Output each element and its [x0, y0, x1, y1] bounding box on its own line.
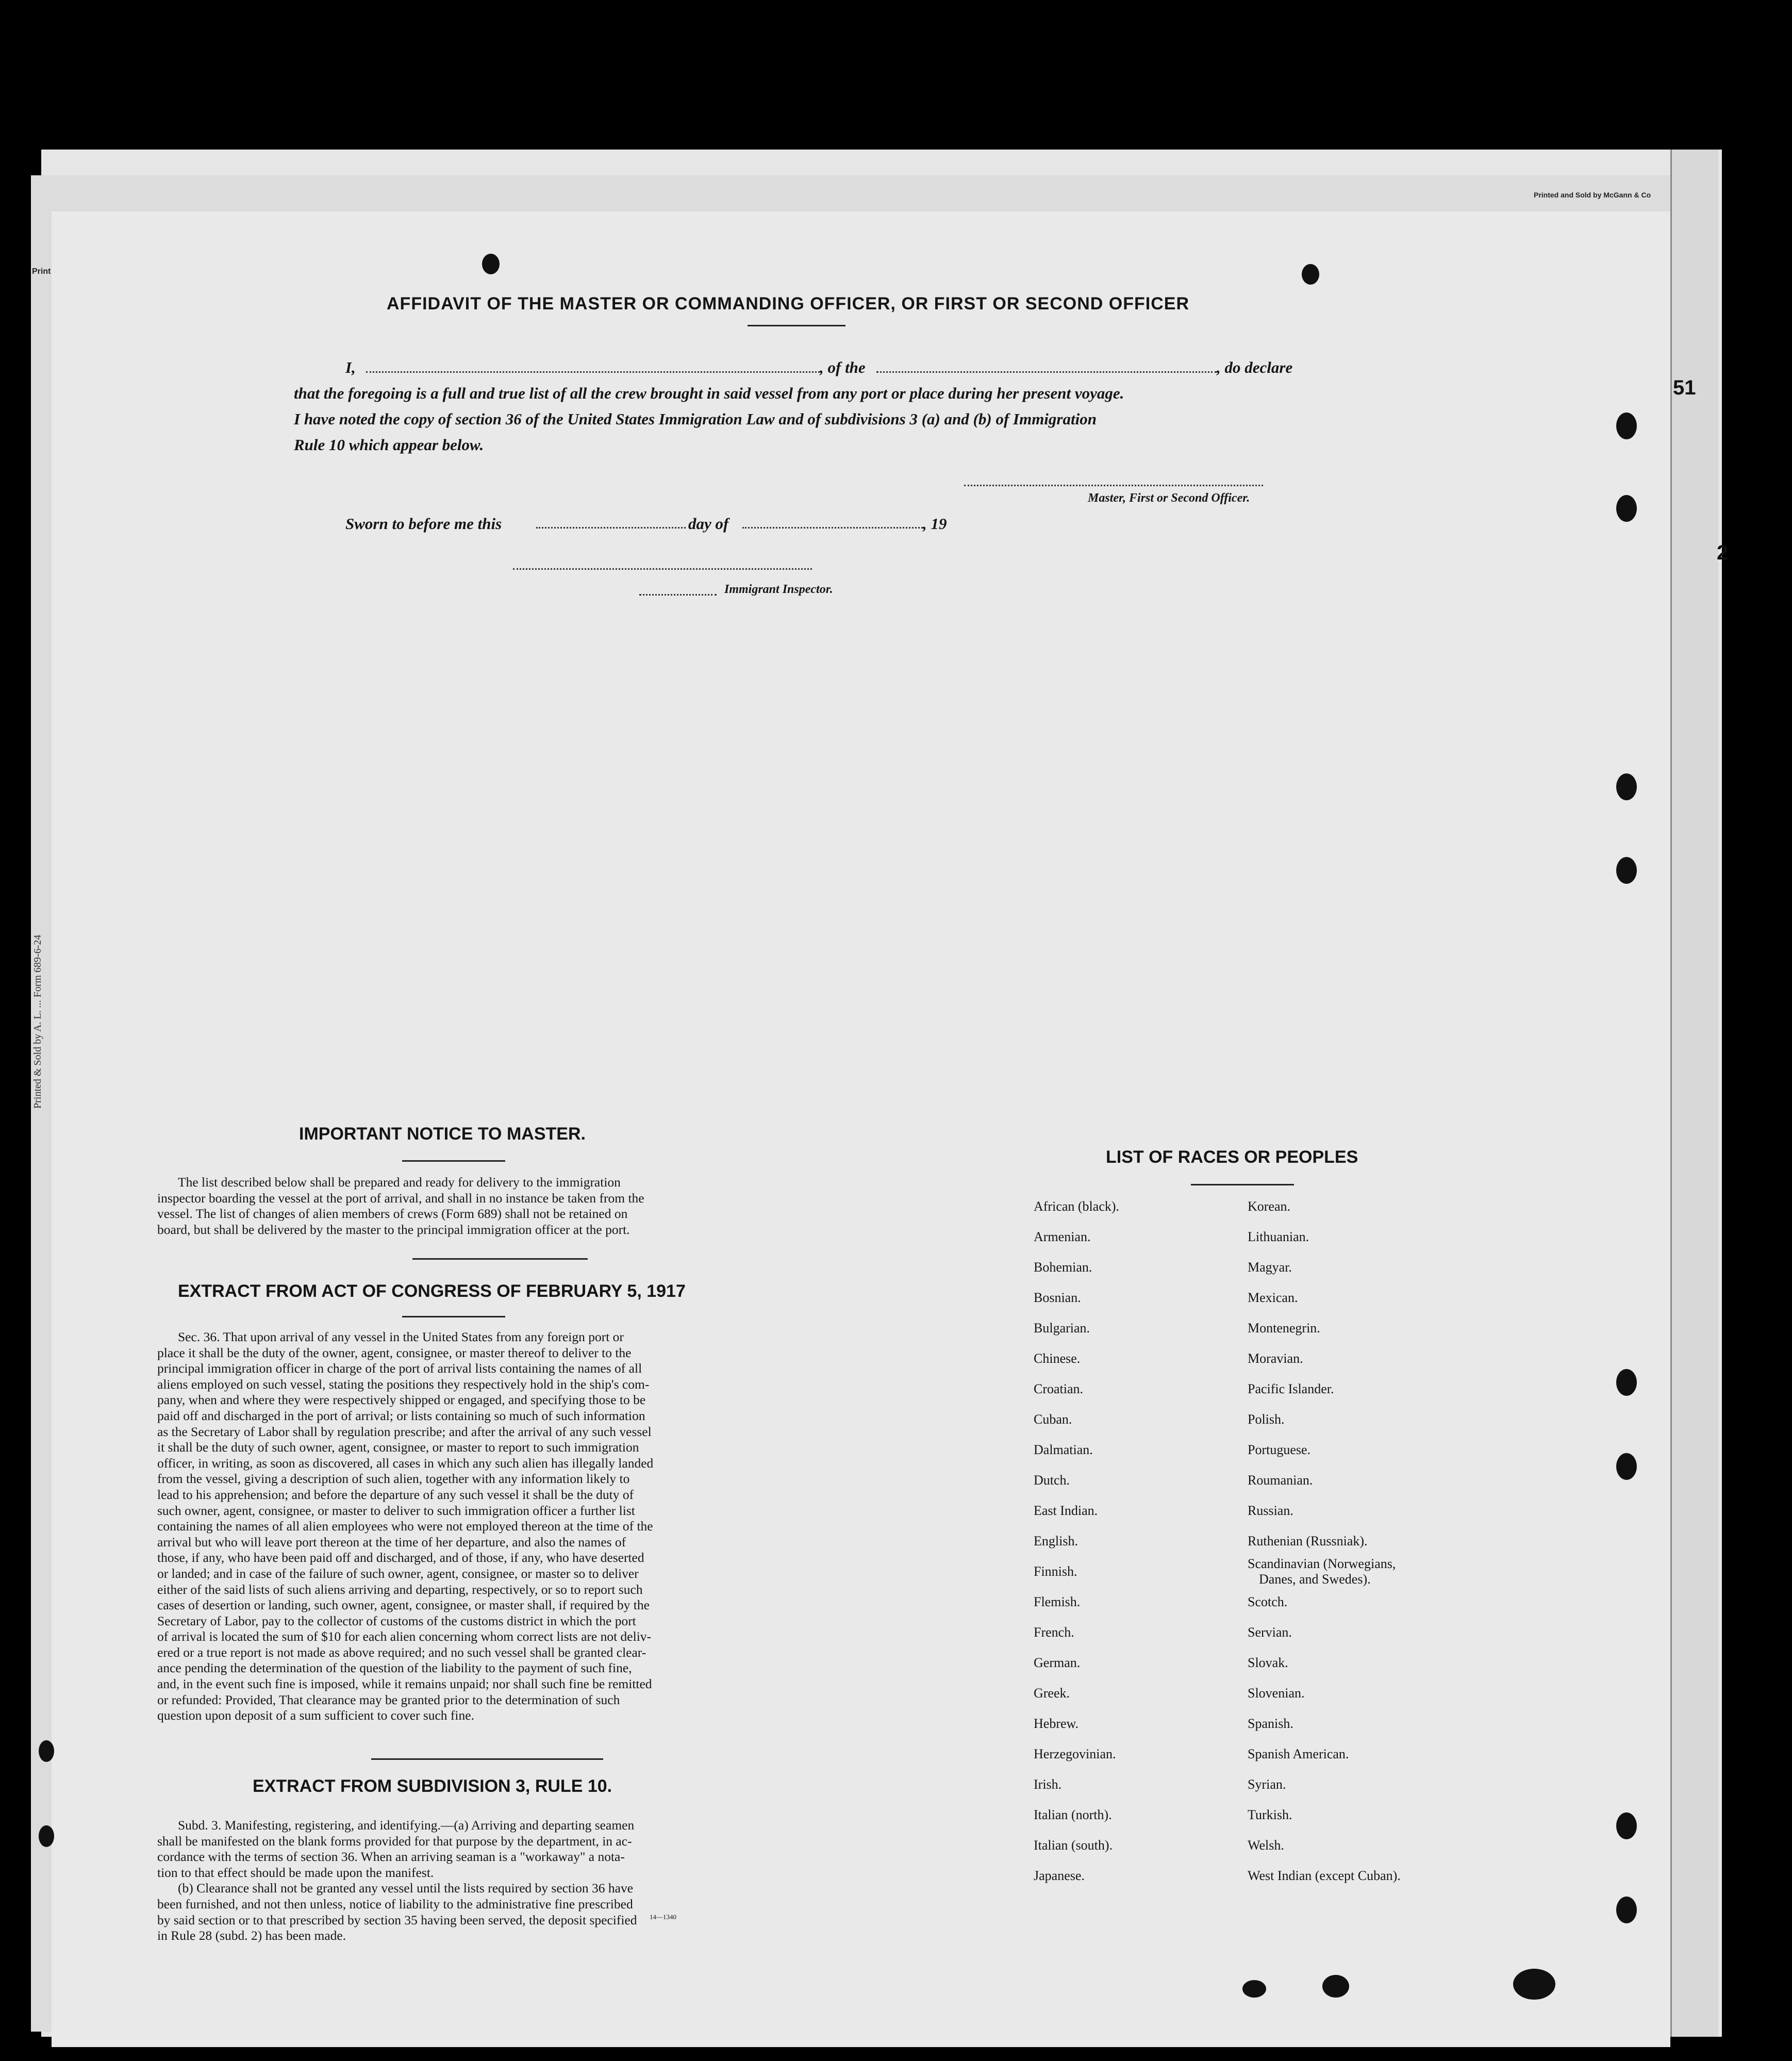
race-item: Magyar.: [1248, 1260, 1292, 1275]
name-blank[interactable]: [366, 371, 820, 373]
punch-hole: [1616, 1812, 1637, 1839]
notice-line: The list described below shall be prepared and ready for delivery to the immigration: [178, 1175, 621, 1190]
sworn-year: , 19: [923, 515, 947, 533]
ink-blot: [1322, 1975, 1349, 1998]
tack-hole: [482, 254, 500, 274]
race-item: Slovak.: [1248, 1655, 1288, 1670]
race-item: Moravian.: [1248, 1351, 1303, 1366]
race-item: Portuguese.: [1248, 1442, 1311, 1457]
race-item: Pacific Islander.: [1248, 1381, 1334, 1396]
race-item: Italian (south).: [1034, 1838, 1113, 1853]
act-line: from the vessel, giving a description of such alien, together with any information likely to: [157, 1471, 630, 1487]
punch-hole: [39, 1740, 54, 1762]
act-line: or landed; and in case of the failure of such owner, agent, consignee, or master so to deliver: [157, 1565, 639, 1581]
act-line: such owner, agent, consignee, or master to deliver to such immigration officer a further list: [157, 1503, 635, 1518]
race-item: Armenian.: [1034, 1229, 1091, 1244]
form-page: [52, 211, 1670, 2047]
rule-line: in Rule 28 (subd. 2) has been made.: [157, 1928, 346, 1943]
race-item: Ruthenian (Russniak).: [1248, 1534, 1368, 1548]
race-item: Dalmatian.: [1034, 1442, 1093, 1457]
act-line: paid off and discharged in the port of arrival; or lists containing so much of such information: [157, 1408, 645, 1423]
rule-line: cordance with the terms of section 36. When an arriving seaman is a "workaway" a nota-: [157, 1849, 625, 1865]
act-line: ered or a true report is not made as above required; and no such vessel shall be granted clear-: [157, 1644, 646, 1660]
right-sheet-strip: [1670, 150, 1718, 2037]
affidavit-line2: that the foregoing is a full and true list of all the crew brought in said vessel from any port or place during her present voyage.: [294, 384, 1124, 402]
vessel-blank[interactable]: [876, 371, 1217, 373]
race-item: Irish.: [1034, 1777, 1062, 1792]
act-extract-divider: [371, 1758, 603, 1760]
rule-line: (b) Clearance shall not be granted any vessel until the lists required by section 36 have: [178, 1881, 634, 1896]
race-item: Spanish.: [1248, 1716, 1293, 1731]
race-item: Dutch.: [1034, 1473, 1070, 1488]
races-title: LIST OF RACES OR PEOPLES: [1106, 1147, 1358, 1167]
right-fragment-b: 2: [1717, 541, 1729, 564]
race-item: Croatian.: [1034, 1381, 1084, 1396]
punch-hole: [1616, 1453, 1637, 1480]
race-item: Herzegovinian.: [1034, 1746, 1116, 1761]
race-item: Syrian.: [1248, 1777, 1286, 1792]
act-line: containing the names of all alien employees who were not employed thereon at the time of the: [157, 1519, 653, 1534]
act-line: place it shall be the duty of the owner, agent, consignee, or master thereof to deliver to the: [157, 1345, 632, 1360]
race-item: Slovenian.: [1248, 1686, 1305, 1701]
inspector-signature-line[interactable]: [513, 568, 812, 570]
race-item: Finnish.: [1034, 1564, 1077, 1579]
affidavit-i: I,: [345, 358, 356, 376]
race-item: Cuban.: [1034, 1412, 1072, 1427]
sworn-month-blank[interactable]: [742, 527, 923, 529]
rule-line: been furnished, and not then unless, notice of liability to the administrative fine prescribed: [157, 1896, 633, 1911]
race-item: Chinese.: [1034, 1351, 1081, 1366]
affidavit-title: AFFIDAVIT OF THE MASTER OR COMMANDING OFFICER, OR FIRST OR SECOND OFFICER: [387, 294, 1189, 314]
notice-line: vessel. The list of changes of alien members of crews (Form 689) shall not be retained on: [157, 1206, 628, 1222]
punch-hole: [1616, 773, 1637, 800]
act-extract-title: EXTRACT FROM ACT OF CONGRESS OF FEBRUARY 5, 1917: [178, 1281, 686, 1301]
act-line: ance pending the determination of the question of the liability to the payment of such fine,: [157, 1660, 632, 1676]
side-imprint: Printed & Sold by A. L. ... Form 689-6-24: [32, 934, 43, 1109]
notice-line: board, but shall be delivered by the master to the principal immigration officer at the port.: [157, 1222, 630, 1237]
race-item: Welsh.: [1248, 1838, 1284, 1853]
race-item: Mexican.: [1248, 1290, 1298, 1305]
printer-stamp: Printed and Sold by McGann & Co: [1534, 191, 1651, 199]
act-line: either of the said lists of such aliens arriving and departing, respectively, or so to report such: [157, 1581, 643, 1597]
act-line: Sec. 36. That upon arrival of any vessel in the United States from any foreign port or: [178, 1329, 624, 1344]
act-line: question upon deposit of a sum sufficient to cover such fine.: [157, 1708, 474, 1723]
tack-hole: [1302, 264, 1319, 285]
act-extract-text: [157, 1329, 804, 1724]
race-item: Scotch.: [1248, 1594, 1288, 1609]
sworn-day-of: day of: [688, 515, 729, 533]
race-item: African (black).: [1034, 1199, 1120, 1214]
notice-text: [157, 1175, 804, 1238]
race-item: Servian.: [1248, 1625, 1292, 1640]
punch-hole: [1616, 1897, 1637, 1923]
officer-signature-line[interactable]: [964, 485, 1263, 486]
race-item: Polish.: [1248, 1412, 1285, 1427]
act-line: officer, in writing, as soon as discovered, all cases in which any such alien has illegally landed: [157, 1455, 654, 1471]
rule-line: Subd. 3. Manifesting, registering, and identifying.—(a) Arriving and departing seamen: [178, 1818, 635, 1833]
race-item: Spanish American.: [1248, 1746, 1349, 1761]
notice-divider: [412, 1258, 588, 1260]
right-fragment-a: 51: [1673, 376, 1696, 399]
inspector-label-leader: [639, 594, 717, 596]
race-item: German.: [1034, 1655, 1081, 1670]
act-line: principal immigration officer in charge of the port of arrival lists containing the names of all: [157, 1361, 642, 1376]
act-line: it shall be the duty of such owner, agent, consignee, or master to report to such immigration: [157, 1440, 639, 1455]
affidavit-line4: Rule 10 which appear below.: [294, 436, 484, 454]
notice-title-rule: [402, 1160, 505, 1162]
rule-extract-text: [157, 1818, 804, 1944]
act-line: Secretary of Labor, pay to the collector of customs of the customs district in which the port: [157, 1613, 636, 1628]
race-item: Roumanian.: [1248, 1473, 1313, 1488]
punch-hole: [39, 1825, 54, 1847]
act-line: lead to his apprehension; and before the departure of any such vessel it shall be the duty of: [157, 1487, 634, 1502]
act-line: or refunded: Provided, That clearance may be granted prior to the determination of such: [157, 1692, 620, 1707]
rule-line: shall be manifested on the blank forms provided for that purpose by the department, in ac-: [157, 1833, 632, 1849]
officer-label: Master, First or Second Officer.: [1088, 491, 1250, 505]
punch-hole: [1616, 495, 1637, 522]
notice-title: IMPORTANT NOTICE TO MASTER.: [299, 1124, 586, 1144]
ink-blot: [1242, 1980, 1266, 1998]
act-line: and, in the event such fine is imposed, while it remains unpaid; nor shall such fine be remitted: [157, 1676, 652, 1692]
punch-hole: [1616, 413, 1637, 439]
races-title-rule: [1191, 1184, 1294, 1185]
sworn-day-blank[interactable]: [536, 527, 686, 529]
sworn-prefix: Sworn to before me this: [345, 515, 502, 533]
act-line: aliens employed on such vessel, stating the positions they respectively hold in the ship's com-: [157, 1376, 650, 1392]
race-item: Russian.: [1248, 1503, 1293, 1518]
act-extract-title-rule: [402, 1316, 505, 1317]
race-item: Hebrew.: [1034, 1716, 1079, 1731]
rule-extract-title: EXTRACT FROM SUBDIVISION 3, RULE 10.: [253, 1776, 612, 1796]
race-item: Japanese.: [1034, 1868, 1085, 1883]
affidavit-line3: I have noted the copy of section 36 of the United States Immigration Law and of subdivisions 3 (a) and (b) of Immigration: [294, 410, 1097, 428]
race-item-continuation: Danes, and Swedes).: [1259, 1572, 1371, 1587]
race-item: Greek.: [1034, 1686, 1070, 1701]
race-item: Montenegrin.: [1248, 1321, 1320, 1335]
race-item: Scandinavian (Norwegians,: [1248, 1556, 1396, 1571]
race-item: Korean.: [1248, 1199, 1291, 1214]
race-item: Bosnian.: [1034, 1290, 1081, 1305]
punch-hole: [1616, 1369, 1637, 1396]
punch-hole: [1616, 857, 1637, 884]
act-line: arrival but who will leave port thereon at the time of her departure, and also the names of: [157, 1534, 626, 1549]
act-line: as the Secretary of Labor shall by regulation prescribe; and after the arrival of any such vessel: [157, 1424, 652, 1439]
act-line: pany, when and where they were respectively shipped or engaged, and specifying those to be: [157, 1392, 646, 1408]
race-item: Bohemian.: [1034, 1260, 1092, 1275]
race-item: English.: [1034, 1534, 1078, 1548]
race-item: Turkish.: [1248, 1807, 1292, 1822]
race-item: East Indian.: [1034, 1503, 1098, 1518]
left-margin-fragment: Print: [32, 267, 51, 276]
printer-code: 14—1340: [650, 1913, 676, 1921]
race-item: Bulgarian.: [1034, 1321, 1090, 1335]
affidavit-title-rule: [748, 325, 845, 326]
affidavit-of-the: , of the: [820, 358, 866, 376]
race-item: French.: [1034, 1625, 1074, 1640]
rule-line: by said section or to that prescribed by section 35 having been served, the deposit specified: [157, 1912, 637, 1927]
rule-line: tion to that effect should be made upon the manifest.: [157, 1865, 434, 1880]
act-line: of arrival is located the sum of $10 for each alien concerning whom correct lists are not deliv-: [157, 1629, 652, 1644]
race-item: West Indian (except Cuban).: [1248, 1868, 1401, 1883]
act-line: cases of desertion or landing, such owner, agent, consignee, or master shall, if required by the: [157, 1597, 650, 1613]
notice-line: inspector boarding the vessel at the port of arrival, and shall in no instance be taken from the: [157, 1190, 644, 1206]
inspector-label: Immigrant Inspector.: [724, 583, 833, 596]
act-line: those, if any, who have been paid off and discharged, and of those, if any, who have deserted: [157, 1550, 644, 1565]
race-item: Flemish.: [1034, 1594, 1081, 1609]
affidavit-declare: , do declare: [1217, 358, 1293, 376]
race-item: Italian (north).: [1034, 1807, 1112, 1822]
ink-blot: [1513, 1969, 1555, 2000]
race-item: Lithuanian.: [1248, 1229, 1309, 1244]
